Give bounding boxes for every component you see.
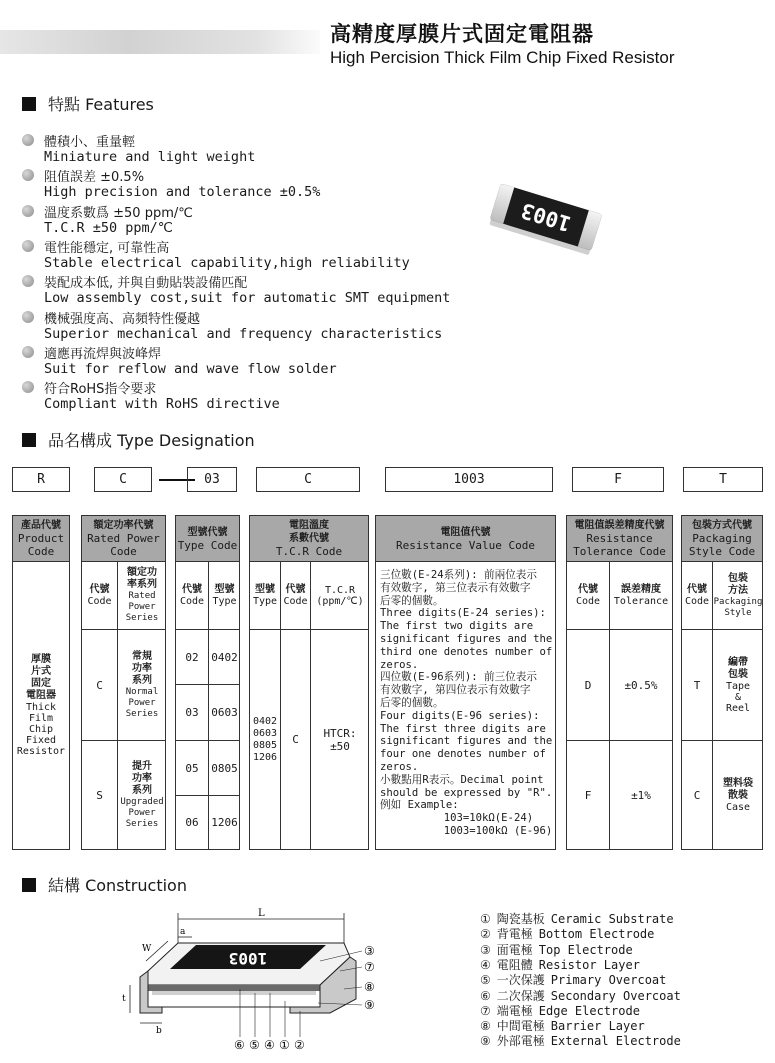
type-code: 03 (185, 706, 199, 719)
legend-zh: 一次保護 (496, 973, 545, 988)
legend-en: Bottom Electrode (538, 927, 655, 942)
feature-en: Compliant with RoHS directive (44, 396, 280, 413)
feature-en: T.C.R ±50 ppm/℃ (44, 219, 173, 236)
tcr-header: 電阻溫度 系數代號 T.C.R Code (250, 516, 368, 562)
feature-en: Suit for reflow and wave flow solder (44, 360, 337, 377)
packaging-code-t: T (693, 678, 701, 692)
header-decor-bar (0, 30, 320, 54)
packaging-code-c: C (693, 788, 701, 802)
type-code: 06 (185, 816, 199, 829)
tcr-types: 0402 0603 0805 1206 (252, 715, 278, 763)
callout-6: ⑥ (234, 1038, 245, 1052)
code-box-power: C (94, 467, 152, 492)
legend-number: ⑨ (480, 1034, 491, 1049)
legend-zh: 電阻體 (496, 957, 533, 972)
power-header: 額定功率代號 Rated Power Code (82, 516, 165, 562)
bullet-dot-icon (22, 381, 34, 393)
tolerance-code-d: D (584, 678, 592, 692)
feature-zh: 阻值誤差 ±0.5% (44, 170, 145, 186)
square-bullet-icon (22, 97, 36, 111)
feature-zh: 適應再流焊與波峰焊 (44, 346, 162, 362)
bullet-dot-icon (22, 275, 34, 287)
power-code-c: C (96, 678, 103, 692)
legend-number: ⑦ (480, 1003, 491, 1018)
type-size: 0402 (211, 650, 238, 664)
type-size: 1206 (211, 816, 238, 829)
tcr-panel: 電阻溫度 系數代號 T.C.R Code 型號 Type 代號 Code T.C.R (ppm/℃) 0402 0603 0805 1206 C HTCR: ±50 (249, 515, 369, 850)
tolerance-value-d: ±0.5% (624, 678, 658, 692)
legend-zh: 二次保護 (496, 988, 545, 1003)
tolerance-value-f: ±1% (631, 788, 651, 802)
legend-number: ⑥ (480, 988, 491, 1003)
legend-number: ② (480, 927, 491, 942)
legend-zh: 端電極 (496, 1003, 533, 1018)
legend-zh: 陶瓷基板 (496, 912, 545, 926)
dim-label-b: b (156, 1026, 162, 1036)
callout-5: ⑤ (249, 1038, 260, 1052)
legend-number: ③ (480, 942, 491, 957)
tcr-value: HTCR: ±50 (323, 726, 357, 753)
callout-4: ④ (264, 1038, 275, 1052)
feature-zh: 體積小、重量輕 (44, 135, 136, 150)
title-chinese: 高精度厚膜片式固定電阻器 (330, 22, 594, 46)
feature-zh: 機械强度高、高頻特性優越 (44, 311, 201, 327)
callout-3: ③ (364, 944, 375, 958)
resistance-panel (375, 515, 556, 850)
legend-zh: 外部電極 (496, 1034, 545, 1049)
legend-zh: 背電極 (496, 927, 533, 942)
callout-1: ① (279, 1038, 290, 1052)
bullet-dot-icon (22, 169, 34, 181)
code-box-product: R (12, 467, 70, 492)
legend-zh: 面電極 (496, 942, 533, 957)
chip-marking: 1003 (518, 198, 574, 236)
title-english: High Percision Thick Film Chip Fixed Resistor (330, 48, 675, 67)
bullet-dot-icon (22, 205, 34, 217)
legend-en: Ceramic Substrate (550, 912, 674, 926)
bullet-dot-icon (22, 240, 34, 252)
resistance-description: 三位數(E-24系列): 前兩位表示 有效數字, 第三位表示有效數字 后零的個數。 Three digits(E-24 series): The first two digits are significant figures and the third one denotes number of zeros. 四位數(E-96系列): 前三位表示 有效數字, 第四位表示有效數字 后零的個數。 Four digits(E-96 series): The first three digits are significant figures and the four one denotes number of zeros. 小數點用R表示。Decimal point should be expressed by "R". 例如 Example: 103=10kΩ(E-24) 1003=100kΩ (E-96) (380, 569, 553, 837)
tolerance-panel: 電阻值誤差精度代號 Resistance Tolerance Code 代號 Code 誤差精度 Tolerance D ±0.5% F ±1% (566, 515, 673, 850)
power-series-upgraded: 提升 功率 系列 Upgraded Power Series (120, 760, 164, 829)
legend-en: Resistor Layer (538, 957, 640, 972)
dim-label-L: L (258, 908, 265, 919)
dim-label-W: W (142, 944, 152, 954)
code-box-tolerance: F (572, 467, 664, 492)
legend-en: Barrier Layer (550, 1019, 645, 1034)
code-box-resistance: 1003 (385, 467, 553, 492)
callout-7: ⑦ (364, 960, 375, 974)
callout-2: ② (294, 1038, 305, 1052)
power-col-code-header: 代號 Code (87, 584, 112, 607)
bullet-dot-icon (22, 134, 34, 146)
legend-zh: 中間電極 (496, 1019, 545, 1034)
dim-label-a: a (180, 927, 186, 937)
type-header: 型號代號 Type Code (176, 516, 239, 562)
feature-en: Miniature and light weight (44, 149, 256, 165)
power-panel (81, 515, 166, 850)
type-designation-heading: 品名構成 Type Designation (22, 428, 255, 451)
bullet-dot-icon (22, 311, 34, 323)
type-size: 0805 (211, 761, 238, 775)
feature-zh: 電性能穩定, 可靠性高 (44, 240, 170, 256)
square-bullet-icon (22, 433, 36, 447)
feature-en: Stable electrical capability,high reliability (44, 254, 410, 271)
power-series-normal: 常規 功率 系列 Normal Power Series (125, 650, 159, 719)
legend-en: External Electrode (550, 1034, 681, 1049)
legend-en: Primary Overcoat (550, 973, 667, 988)
type-panel: 型號代號 Type Code 代號 Code 型號 Type 02 0402 03 0603 05 0805 06 1206 (175, 515, 240, 850)
legend-en: Secondary Overcoat (550, 988, 681, 1003)
legend-number: ① (480, 912, 491, 926)
product-content: 厚膜 片式 固定 電阻器 Thick Film Chip Fixed Resistor (16, 654, 66, 757)
type-code: 02 (185, 650, 199, 664)
feature-zh: 裝配成本低, 并與自動貼裝設備匹配 (44, 276, 248, 292)
power-col-series-header: 額定功 率系列 Rated Power Series (125, 567, 159, 623)
type-size: 0603 (211, 706, 238, 719)
resistance-header: 電阻值代號 Resistance Value Code (376, 516, 555, 562)
diagram-chip-marking: 1003 (228, 949, 268, 968)
packaging-header: 包裝方式代號 Packaging Style Code (682, 516, 762, 562)
feature-en: Low assembly cost,suit for automatic SMT equipment (44, 290, 451, 307)
tolerance-code-f: F (584, 788, 592, 802)
callout-9: ⑨ (364, 998, 375, 1012)
packaging-panel: 包裝方式代號 Packaging Style Code 代號 Code 包裝 方法 Packaging Style T 編帶 包裝 Tape & Reel C 塑料袋 散裝 Case (681, 515, 763, 850)
chip-resistor-image (490, 183, 602, 250)
legend-number: ⑧ (480, 1019, 491, 1034)
callout-8: ⑧ (364, 980, 375, 994)
code-box-packaging: T (683, 467, 763, 492)
feature-zh: 符合RoHS指令要求 (44, 382, 157, 398)
tolerance-header: 電阻值誤差精度代號 Resistance Tolerance Code (567, 516, 672, 562)
construction-heading: 結構 Construction (22, 873, 187, 896)
type-code: 05 (185, 761, 199, 775)
legend-number: ⑤ (480, 973, 491, 988)
bullet-dot-icon (22, 346, 34, 358)
legend-en: Top Electrode (538, 942, 633, 957)
construction-diagram (100, 905, 390, 1055)
code-box-type: 03 (187, 467, 237, 492)
product-panel (12, 515, 70, 850)
product-header: 產品代號 Product Code (13, 516, 69, 562)
square-bullet-icon (22, 878, 36, 892)
tcr-code: C (292, 733, 299, 746)
legend-en: Edge Electrode (538, 1003, 640, 1018)
power-code-s: S (96, 788, 103, 802)
features-heading: 特點 Features (22, 92, 154, 115)
code-box-tcr: C (256, 467, 360, 492)
feature-en: Superior mechanical and frequency characteristics (44, 325, 443, 342)
feature-zh: 溫度系數爲 ±50 ppm/℃ (44, 205, 193, 221)
packaging-case: 塑料袋 散裝 Case (723, 777, 753, 813)
dim-label-t: t (122, 994, 126, 1004)
legend-number: ④ (480, 957, 491, 972)
legend-item (480, 1032, 681, 1049)
feature-en: High precision and tolerance ±0.5% (44, 184, 321, 201)
packaging-tape-reel: 編帶 包裝 Tape & Reel (725, 656, 751, 714)
